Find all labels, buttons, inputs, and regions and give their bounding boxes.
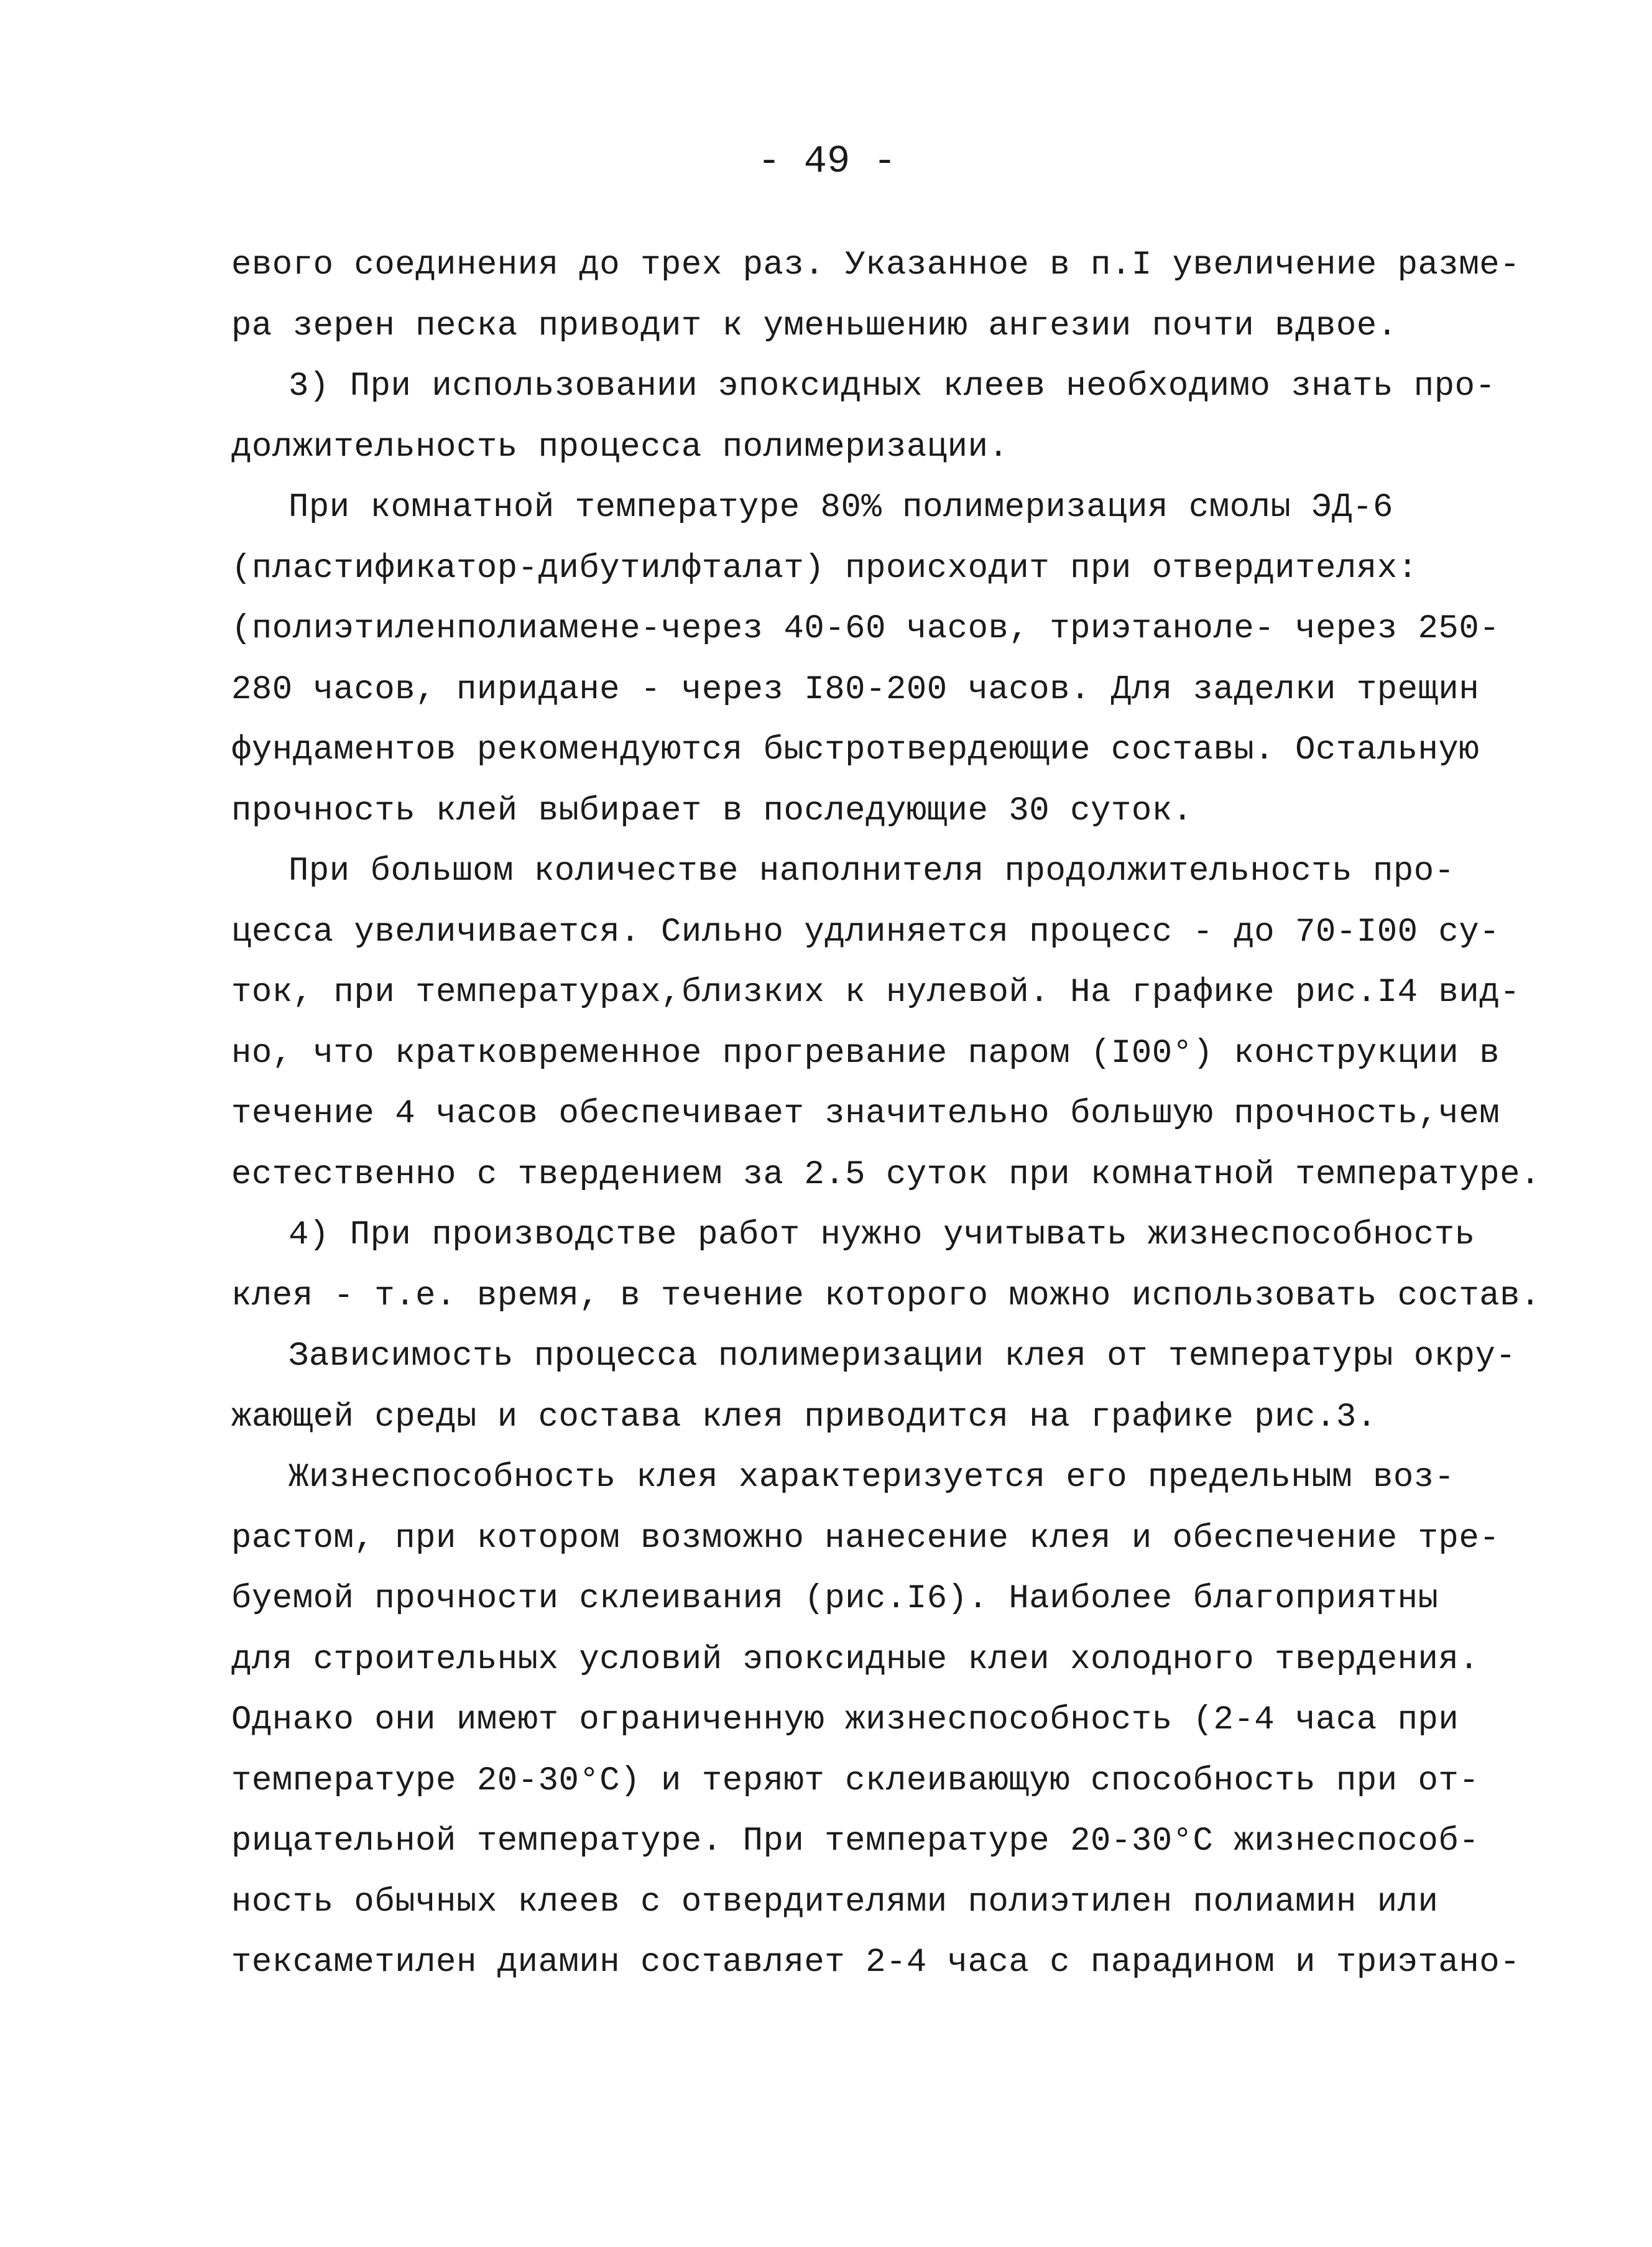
text-line: При комнатной температуре 80% полимеризация смолы ЭД-6 xyxy=(288,489,1393,527)
text-line: растом, при котором возможно нанесение клея и обеспечение тре- xyxy=(231,1519,1500,1557)
text-line: рицательной температуре. При температуре 20-30°С жизнеспособ- xyxy=(231,1822,1480,1860)
text-line: 4) При производстве работ нужно учитывать жизнеспособность xyxy=(288,1216,1475,1254)
text-line: Однако они имеют ограниченную жизнеспособность (2-4 часа при xyxy=(231,1701,1459,1739)
text-line: клея - т.е. время, в течение которого можно использовать состав. xyxy=(231,1276,1541,1315)
text-line: температуре 20-30°С) и теряют склеивающую способность при от- xyxy=(231,1761,1480,1800)
text-line: тексаметилен диамин составляет 2-4 часа с парадином и триэтано- xyxy=(231,1944,1521,1982)
text-line: ток, при температурах,близких к нулевой. На графике рис.I4 вид- xyxy=(231,974,1521,1012)
text-line: естественно с твердением за 2.5 суток при комнатной температуре. xyxy=(231,1155,1541,1194)
text-line: ра зерен песка приводит к уменьшению ангезии почти вдвое. xyxy=(231,307,1398,345)
text-line: При большом количестве наполнителя продолжительность про- xyxy=(288,852,1455,890)
text-line: 280 часов, пиридане - через I80-200 часов. Для заделки трещин xyxy=(231,670,1480,709)
text-line: фундаментов рекомендуются быстротвердеющие составы. Остальную xyxy=(231,731,1480,769)
text-line: (пластификатор-дибутилфталат) происходит при отвердителях: xyxy=(231,549,1418,588)
text-line: но, что кратковременное прогревание паром (I00°) конструкции в xyxy=(231,1034,1500,1073)
text-line: ность обычных клеев с отвердителями полиэтилен полиамин или xyxy=(231,1883,1439,1921)
text-line: для строительных условий эпоксидные клеи холодного твердения. xyxy=(231,1640,1480,1679)
text-line: жающей среды и состава клея приводится на графике рис.3. xyxy=(231,1398,1377,1436)
text-line: (полиэтиленполиамене-через 40-60 часов, триэтаноле- через 250- xyxy=(231,610,1500,648)
text-line: евого соединения до трех раз. Указанное в п.I увеличение разме- xyxy=(231,246,1521,284)
text-line: течение 4 часов обеспечивает значительно большую прочность,чем xyxy=(231,1095,1500,1133)
text-line: должительность процесса полимеризации. xyxy=(231,428,1009,466)
text-line: цесса увеличивается. Сильно удлиняется процесс - до 70-I00 су- xyxy=(231,913,1500,951)
text-line: Жизнеспособность клея характеризуется его предельным воз- xyxy=(288,1459,1455,1497)
text-line: 3) При использовании эпоксидных клеев необходимо знать про- xyxy=(288,367,1496,405)
text-line: прочность клей выбирает в последующие 30 суток. xyxy=(231,791,1193,830)
body-text xyxy=(231,235,1541,1993)
text-line: буемой прочности склеивания (рис.I6). Наиболее благоприятны xyxy=(231,1580,1439,1618)
page-number: - 49 - xyxy=(757,139,897,183)
text-line: Зависимость процесса полимеризации клея от температуры окру- xyxy=(288,1337,1516,1375)
